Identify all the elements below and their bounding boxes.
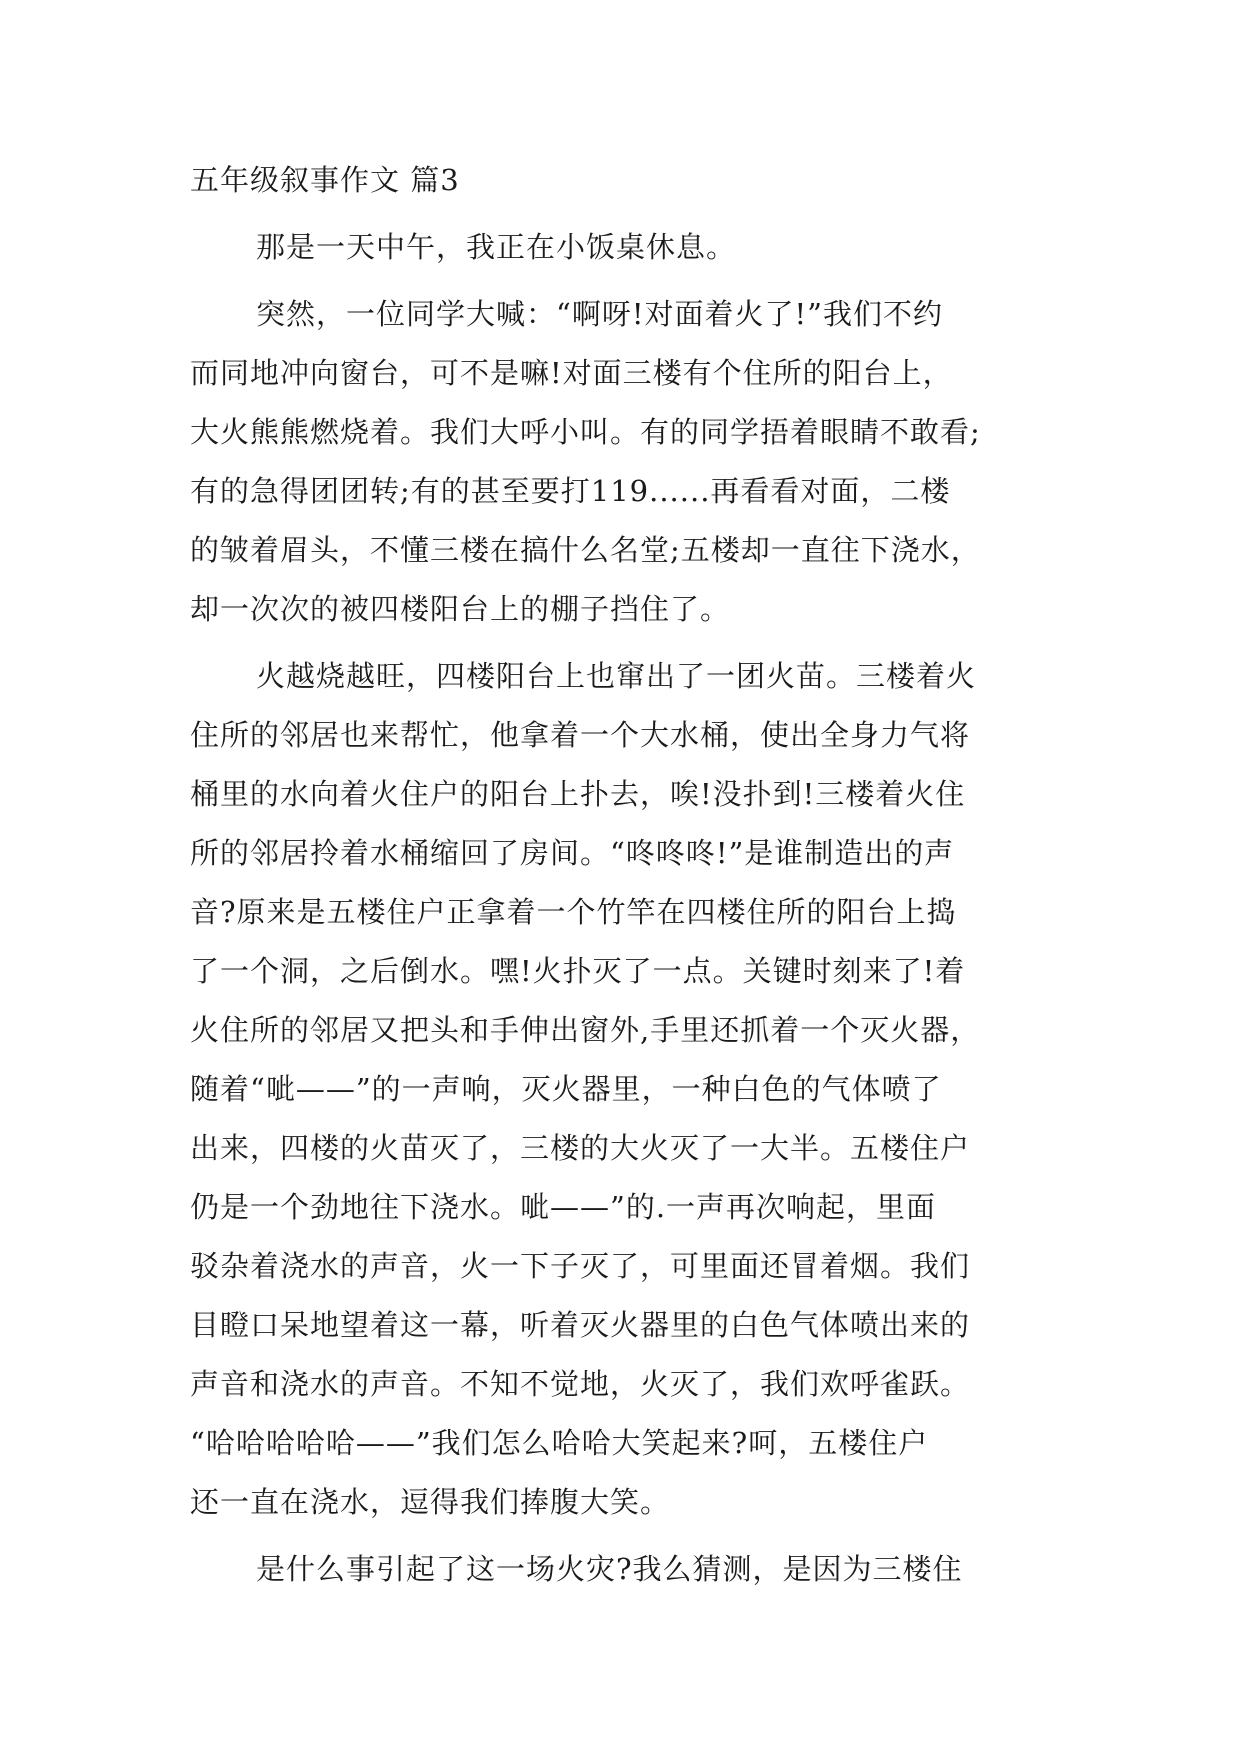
paragraph — [190, 218, 1062, 277]
paragraph-list — [190, 218, 1062, 1599]
text-line: 出来，四楼的火苗灭了，三楼的大火灭了一大半。五楼住户 — [190, 1131, 971, 1165]
text-line: 桶里的水向着火住户的阳台上扑去，唉!没扑到!三楼着火住 — [190, 777, 966, 811]
text-line: 火住所的邻居又把头和手伸出窗外,手里还抓着一个灭火器， — [190, 1013, 981, 1047]
text-line: 那是一天中午，我正在小饭桌休息。 — [256, 230, 737, 264]
text-line: 有的急得团团转;有的甚至要打119......再看看对面，二楼 — [190, 474, 951, 508]
text-line: 所的邻居拎着水桶缩回了房间。“咚咚咚!”是谁制造出的声 — [190, 836, 955, 870]
document-heading: 五年级叙事作文 篇3 — [190, 163, 460, 197]
text-line: 音?原来是五楼住户正拿着一个竹竿在四楼住所的阳台上捣 — [190, 895, 957, 929]
text-line: 而同地冲向窗台，可不是嘛!对面三楼有个住所的阳台上， — [190, 356, 953, 390]
text-line: 仍是一个劲地往下浇水。呲——”的.一声再次响起，里面 — [190, 1190, 937, 1224]
text-line: 突然，一位同学大喊：“啊呀!对面着火了!”我们不约 — [256, 297, 943, 331]
text-line: 却一次次的被四楼阳台上的棚子挡住了。 — [190, 592, 731, 626]
text-line: 火越烧越旺，四楼阳台上也窜出了一团火苗。三楼着火 — [256, 659, 977, 693]
text-line: 住所的邻居也来帮忙，他拿着一个大水桶，使出全身力气将 — [190, 718, 971, 752]
document-body — [190, 163, 1062, 1607]
paragraph — [190, 1540, 1062, 1599]
text-line: 驳杂着浇水的声音，火一下子灭了，可里面还冒着烟。我们 — [190, 1249, 971, 1283]
text-line: 了一个洞，之后倒水。嘿!火扑灭了一点。关键时刻来了!着 — [190, 954, 966, 988]
text-line: “哈哈哈哈哈——”我们怎么哈哈大笑起来?呵，五楼住户 — [190, 1426, 929, 1460]
text-line: 声音和浇水的声音。不知不觉地，火灭了，我们欢呼雀跃。 — [190, 1367, 971, 1401]
text-line: 随着“呲——”的一声响，灭火器里，一种白色的气体喷了 — [190, 1072, 942, 1106]
paragraph — [190, 285, 1062, 639]
text-line: 还一直在浇水，逗得我们捧腹大笑。 — [190, 1485, 671, 1519]
text-line: 目瞪口呆地望着这一幕，听着灭火器里的白色气体喷出来的 — [190, 1308, 971, 1342]
text-line: 的皱着眉头，不懂三楼在搞什么名堂;五楼却一直往下浇水， — [190, 533, 981, 567]
paragraph — [190, 647, 1062, 1532]
text-line: 大火熊熊燃烧着。我们大呼小叫。有的同学捂着眼睛不敢看; — [190, 415, 981, 449]
text-line: 是什么事引起了这一场火灾?我么猜测，是因为三楼住 — [256, 1552, 963, 1586]
